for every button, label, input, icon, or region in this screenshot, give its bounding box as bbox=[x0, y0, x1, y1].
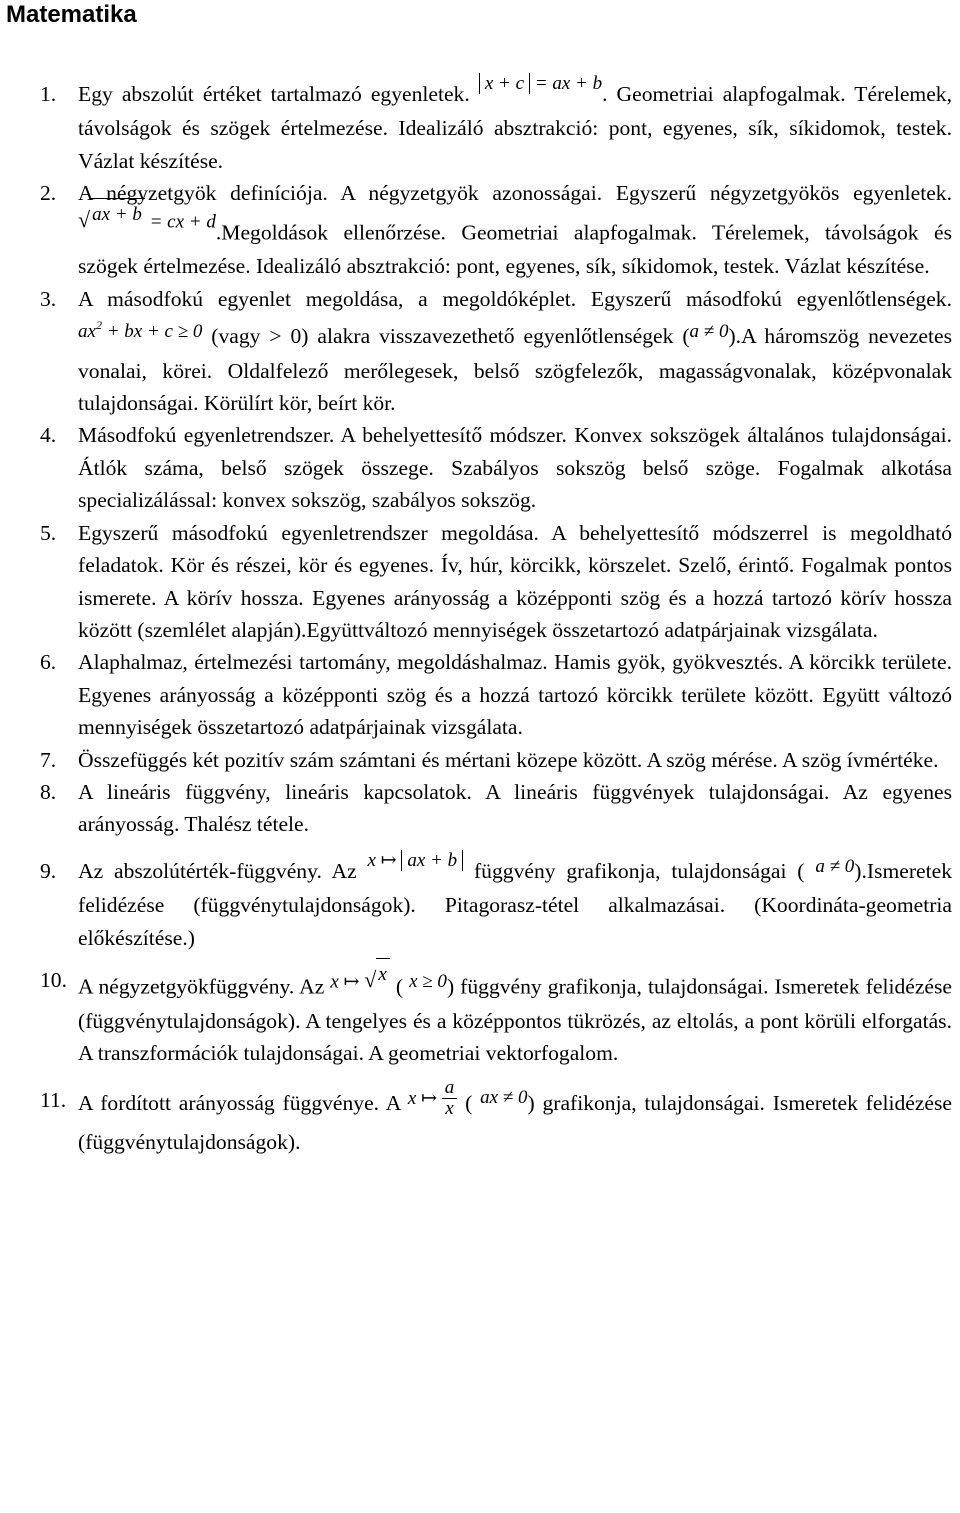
text-segment: . Geometriai alapfogalmak. Térelemek, távolságok és szögek értelmezése. Idealizáló absztrakció: pont, egyenes, sík, síkidomok, testek. Vázlat készítése. bbox=[78, 82, 952, 173]
item-number: 4. bbox=[40, 423, 57, 448]
item-number: 7. bbox=[40, 747, 57, 772]
math-exponent: 2 bbox=[95, 318, 102, 333]
text-segment: .Megoldások ellenőrzése. Geometriai alapfogalmak. Térelemek, távolságok és szögek értelmezése. Idealizáló absztrakció: pont, egyenes, sík, síkidomok, testek. Vázlat készítése. bbox=[78, 220, 952, 279]
math-term: + bx + c ≥ 0 bbox=[101, 321, 203, 343]
item-number: 8. bbox=[40, 779, 57, 804]
text-segment: ) grafikonja, tulajdonságai. Ismeretek felidézése (függvénytulajdonságok). bbox=[78, 1090, 952, 1155]
list-item bbox=[6, 776, 952, 841]
text-segment: ( bbox=[457, 1090, 481, 1115]
sqrt-icon: √ bbox=[364, 967, 377, 993]
math-numerator: a bbox=[442, 1078, 458, 1100]
item-number: 1. bbox=[40, 82, 57, 106]
math-condition: a ≠ 0 bbox=[689, 321, 729, 343]
item-text bbox=[78, 1076, 952, 1159]
list-item bbox=[6, 73, 952, 177]
item-text bbox=[78, 73, 952, 177]
absolute-value-equation bbox=[479, 68, 602, 100]
text-segment: ( bbox=[389, 974, 410, 999]
text-segment: ).Ismeretek felidézése (függvénytulajdonságok). Pitagorasz-tétel alkalmazásai. (Koordináta-geometria előkészítése.) bbox=[78, 858, 952, 950]
text-segment: Az abszolútérték-függvény. Az bbox=[78, 858, 368, 883]
item-number: 9. bbox=[40, 858, 57, 883]
math-radicand: x bbox=[376, 958, 389, 991]
item-number: 6. bbox=[40, 650, 57, 675]
math-fraction bbox=[442, 1078, 458, 1121]
item-text: Alaphalmaz, értelmezési tartomány, megoldáshalmaz. Hamis gyök, gyökvesztés. A körcikk területe. Egyenes arányosság a középponti szög és a hozzá tartozó körcikk területe között. Együtt változó mennyiségek összetartozó adatpárjainak vizsgálata. bbox=[78, 650, 952, 740]
list-item bbox=[6, 646, 952, 743]
math-mapsto: x ↦ bbox=[367, 849, 402, 871]
item-text bbox=[78, 964, 952, 1070]
text-segment: A másodfokú egyenlet megoldása, a megoldóképlet. Egyszerű másodfokú egyenlőtlenségek. bbox=[78, 286, 952, 311]
text-segment: Egy abszolút értéket tartalmazó egyenletek. bbox=[78, 82, 479, 106]
reciprocal-function-mapping bbox=[408, 1078, 457, 1121]
list-item bbox=[6, 1076, 952, 1159]
item-text bbox=[78, 177, 952, 283]
list-item bbox=[6, 964, 952, 1070]
item-number: 11. bbox=[40, 1087, 67, 1112]
math-condition: a ≠ 0 bbox=[815, 855, 855, 877]
list-item bbox=[6, 283, 952, 420]
text-segment: ).A háromszög nevezetes vonalai, körei. Oldalfelező merőlegesek, belső szögfelezők, magasságvonalak, középvonalak tulajdonságai. Körülírt kör, beírt kör. bbox=[78, 324, 952, 416]
math-mapsto: x ↦ bbox=[330, 971, 365, 993]
list-item bbox=[6, 517, 952, 647]
text-segment: A fordított arányosság függvénye. A bbox=[78, 1090, 408, 1115]
sqrt-equation bbox=[78, 198, 216, 239]
math-rhs: = ax + b bbox=[534, 73, 603, 94]
math-abs-term: ax + b bbox=[401, 850, 463, 871]
math-radicand: ax + b bbox=[90, 198, 145, 231]
text-segment: A négyzetgyökfüggvény. Az bbox=[78, 974, 331, 999]
text-segment: A négyzetgyök definíciója. A négyzetgyök azonosságai. Egyszerű négyzetgyökös egyenletek. bbox=[78, 181, 952, 206]
item-text bbox=[78, 849, 952, 954]
text-segment: ) függvény grafikonja, tulajdonságai. Ismeretek felidézése (függvénytulajdonságok). A tengelyes és a középpontos tükrözés, az eltolás, a pont körüli elforgatás. A transzformációk tulajdonságai. A geometriai vektorfogalom. bbox=[78, 974, 953, 1066]
list-item bbox=[6, 419, 952, 516]
text-segment: (vagy > 0) alakra visszavezethető egyenlőtlenségek ( bbox=[202, 324, 690, 349]
item-number: 3. bbox=[40, 286, 57, 311]
quadratic-inequality bbox=[78, 309, 202, 348]
math-rhs: = cx + d bbox=[149, 211, 216, 233]
item-text: A lineáris függvény, lineáris kapcsolatok. A lineáris függvények tulajdonságai. Az egyenes arányosság. Thalész tétele. bbox=[78, 779, 952, 837]
item-text bbox=[78, 283, 952, 420]
math-abs-term: x + c bbox=[479, 73, 530, 94]
item-text: Másodfokú egyenletrendszer. A behelyettesítő módszer. Konvex sokszögek általános tulajdonságai. Átlók száma, belső szögek összege. Szabályos sokszög belső szöge. Fogalmak alkotása specializálással: konvex sokszög, szabályos sokszög. bbox=[78, 423, 952, 513]
math-mapsto: x ↦ bbox=[407, 1087, 442, 1109]
list-item bbox=[6, 177, 952, 283]
list-item bbox=[6, 849, 952, 954]
math-condition: x ≥ 0 bbox=[409, 971, 447, 993]
item-text: Egyszerű másodfokú egyenletrendszer megoldása. A behelyettesítő módszerrel is megoldható feladatok. Kör és részei, kör és egyenes. Ív, húr, körcikk, körszelet. Szelő, érintő. Fogalmak pontos ismerete. A körív hossza. Egyenes arányosság a középponti szög és a hozzá tartozó körív hossza között (szemlélet alapján).Együttváltozó mennyiségek összetartozó adatpárjainak vizsgálata. bbox=[78, 520, 952, 642]
math-term: ax bbox=[78, 321, 96, 343]
text-segment: függvény grafikonja, tulajdonságai ( bbox=[463, 858, 816, 883]
sqrt-function-mapping bbox=[330, 958, 389, 999]
math-denominator: x bbox=[445, 1098, 454, 1120]
math-condition: ax ≠ 0 bbox=[480, 1087, 528, 1109]
item-number: 10. bbox=[40, 967, 67, 992]
item-number: 2. bbox=[40, 181, 57, 206]
sqrt-icon: √ bbox=[78, 207, 91, 233]
document-title: Matematika bbox=[6, 1, 137, 28]
item-text: Összefüggés két pozitív szám számtani és mértani közepe között. A szög mérése. A szög ívmértéke. bbox=[78, 747, 939, 772]
list-item bbox=[6, 744, 952, 776]
abs-function-mapping bbox=[368, 845, 464, 877]
topic-list bbox=[6, 73, 953, 1159]
item-number: 5. bbox=[40, 520, 57, 545]
